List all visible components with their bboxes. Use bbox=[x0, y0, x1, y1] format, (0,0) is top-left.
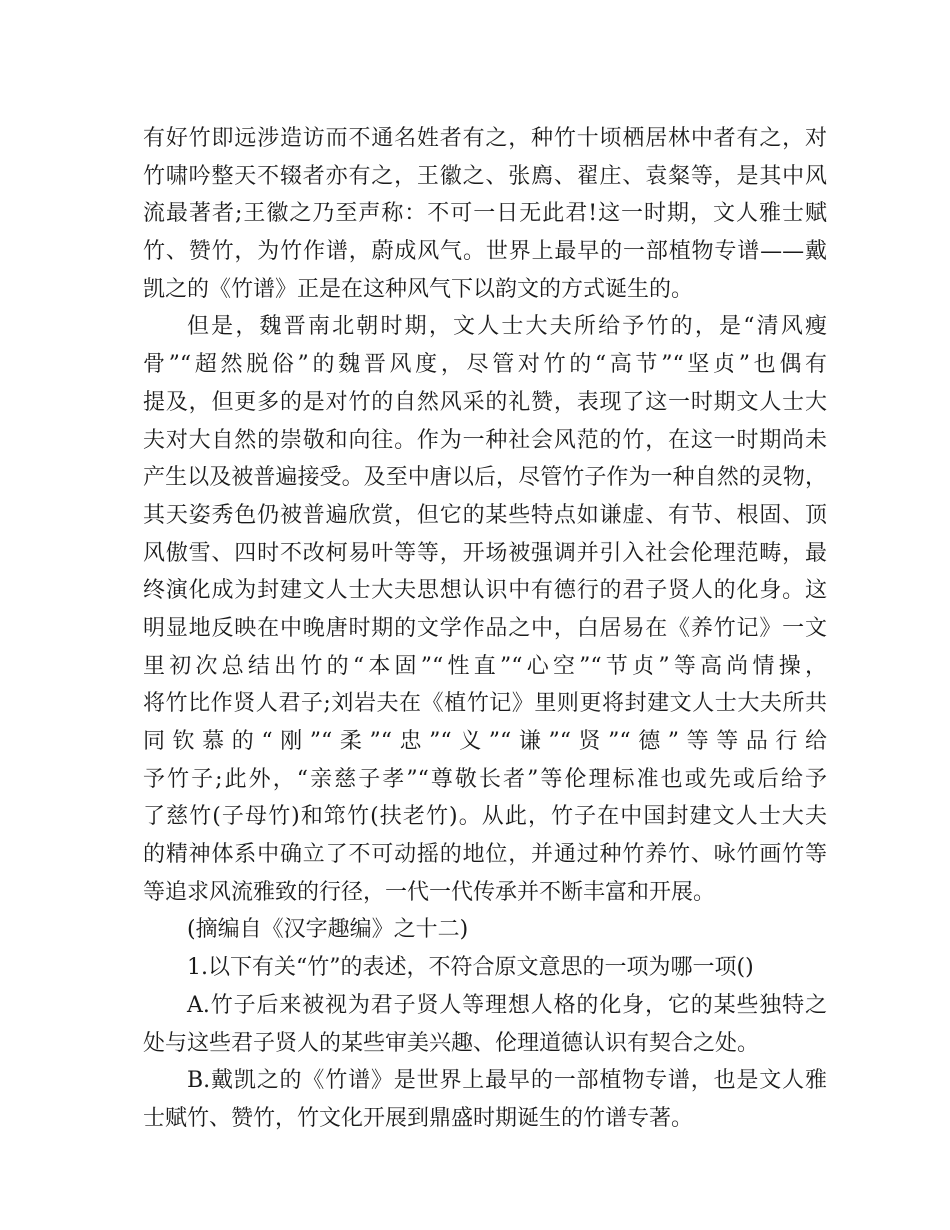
text-line: 竹啸吟整天不辍者亦有之，王徽之、张廌、翟庄、袁粲等，是其中风 bbox=[143, 163, 827, 189]
text-line: 流最著者;王徽之乃至声称：不可一日无此君!这一时期，文人雅士赋 bbox=[143, 201, 827, 227]
text-line: 的精神体系中确立了不可动摇的地位，并通过种竹养竹、咏竹画竹等 bbox=[143, 842, 827, 868]
document-body bbox=[143, 120, 827, 1138]
text-line: B.戴凯之的《竹谱》是世界上最早的一部植物专谱，也是文人雅 bbox=[187, 1068, 827, 1094]
text-line: 提及，但更多的是对竹的自然风采的礼赞，表现了这一时期文人士大 bbox=[143, 389, 827, 415]
text-line: 1.以下有关“竹”的表述，不符合原文意思的一项为哪一项() bbox=[187, 955, 754, 981]
text-line: 产生以及被普遍接受。及至中唐以后，尽管竹子作为一种自然的灵物， bbox=[143, 465, 827, 491]
text-line: 骨”“超然脱俗”的魏晋风度，尽管对竹的“高节”“坚贞”也偶有 bbox=[143, 352, 827, 378]
text-line: 同钦慕的“刚”“柔”“忠”“义”“谦”“贤”“德”等等品行给 bbox=[143, 729, 827, 754]
paragraph-question bbox=[143, 949, 827, 987]
text-line: (摘编自《汉字趣编》之十二) bbox=[187, 917, 469, 943]
paragraph-source bbox=[143, 911, 827, 949]
text-line: 等追求风流雅致的行径，一代一代传承并不断丰富和开展。 bbox=[143, 879, 716, 905]
text-line: 处与这些君子贤人的某些审美兴趣、伦理道德认识有契合之处。 bbox=[143, 1030, 760, 1056]
paragraph-p2 bbox=[143, 308, 827, 911]
text-line: 了慈竹(子母竹)和筇竹(扶老竹)。从此，竹子在中国封建文人士大夫 bbox=[143, 804, 827, 830]
paragraph-p1 bbox=[143, 120, 827, 308]
text-line: 风傲雪、四时不改柯易叶等等，开场被强调并引入社会伦理范畴，最 bbox=[143, 540, 827, 566]
text-line: 里初次总结出竹的“本固”“性直”“心空”“节贞”等高尚情操， bbox=[143, 653, 827, 679]
text-line: 明显地反映在中晚唐时期的文学作品之中，白居易在《养竹记》一文 bbox=[143, 615, 827, 641]
text-line: 终演化成为封建文人士大夫思想认识中有德行的君子贤人的化身。这 bbox=[143, 578, 827, 604]
text-line: 将竹比作贤人君子;刘岩夫在《植竹记》里则更将封建文人士大夫所共 bbox=[143, 691, 827, 717]
text-line: 予竹子;此外，“亲慈子孝”“尊敬长者”等伦理标准也或先或后给予 bbox=[143, 766, 827, 792]
text-line: 其天姿秀色仍被普遍欣赏，但它的某些特点如谦虚、有节、根固、顶 bbox=[143, 502, 827, 528]
text-line: 竹、赞竹，为竹作谱，蔚成风气。世界上最早的一部植物专谱——戴 bbox=[143, 239, 827, 265]
paragraph-option-b bbox=[143, 1062, 827, 1137]
text-line: 有好竹即远涉造访而不通名姓者有之，种竹十顷栖居林中者有之，对 bbox=[143, 126, 827, 151]
text-line: A.竹子后来被视为君子贤人等理想人格的化身，它的某些独特之 bbox=[187, 992, 827, 1018]
text-line: 夫对大自然的崇敬和向往。作为一种社会风范的竹，在这一时期尚未 bbox=[143, 427, 827, 453]
text-line: 士赋竹、赞竹，竹文化开展到鼎盛时期诞生的竹谱专著。 bbox=[143, 1105, 694, 1131]
paragraph-option-a bbox=[143, 987, 827, 1062]
text-line: 但是，魏晋南北朝时期，文人士大夫所给予竹的，是“清风瘦 bbox=[187, 314, 827, 340]
text-line: 凯之的《竹谱》正是在这种风气下以韵文的方式诞生的。 bbox=[143, 276, 694, 302]
